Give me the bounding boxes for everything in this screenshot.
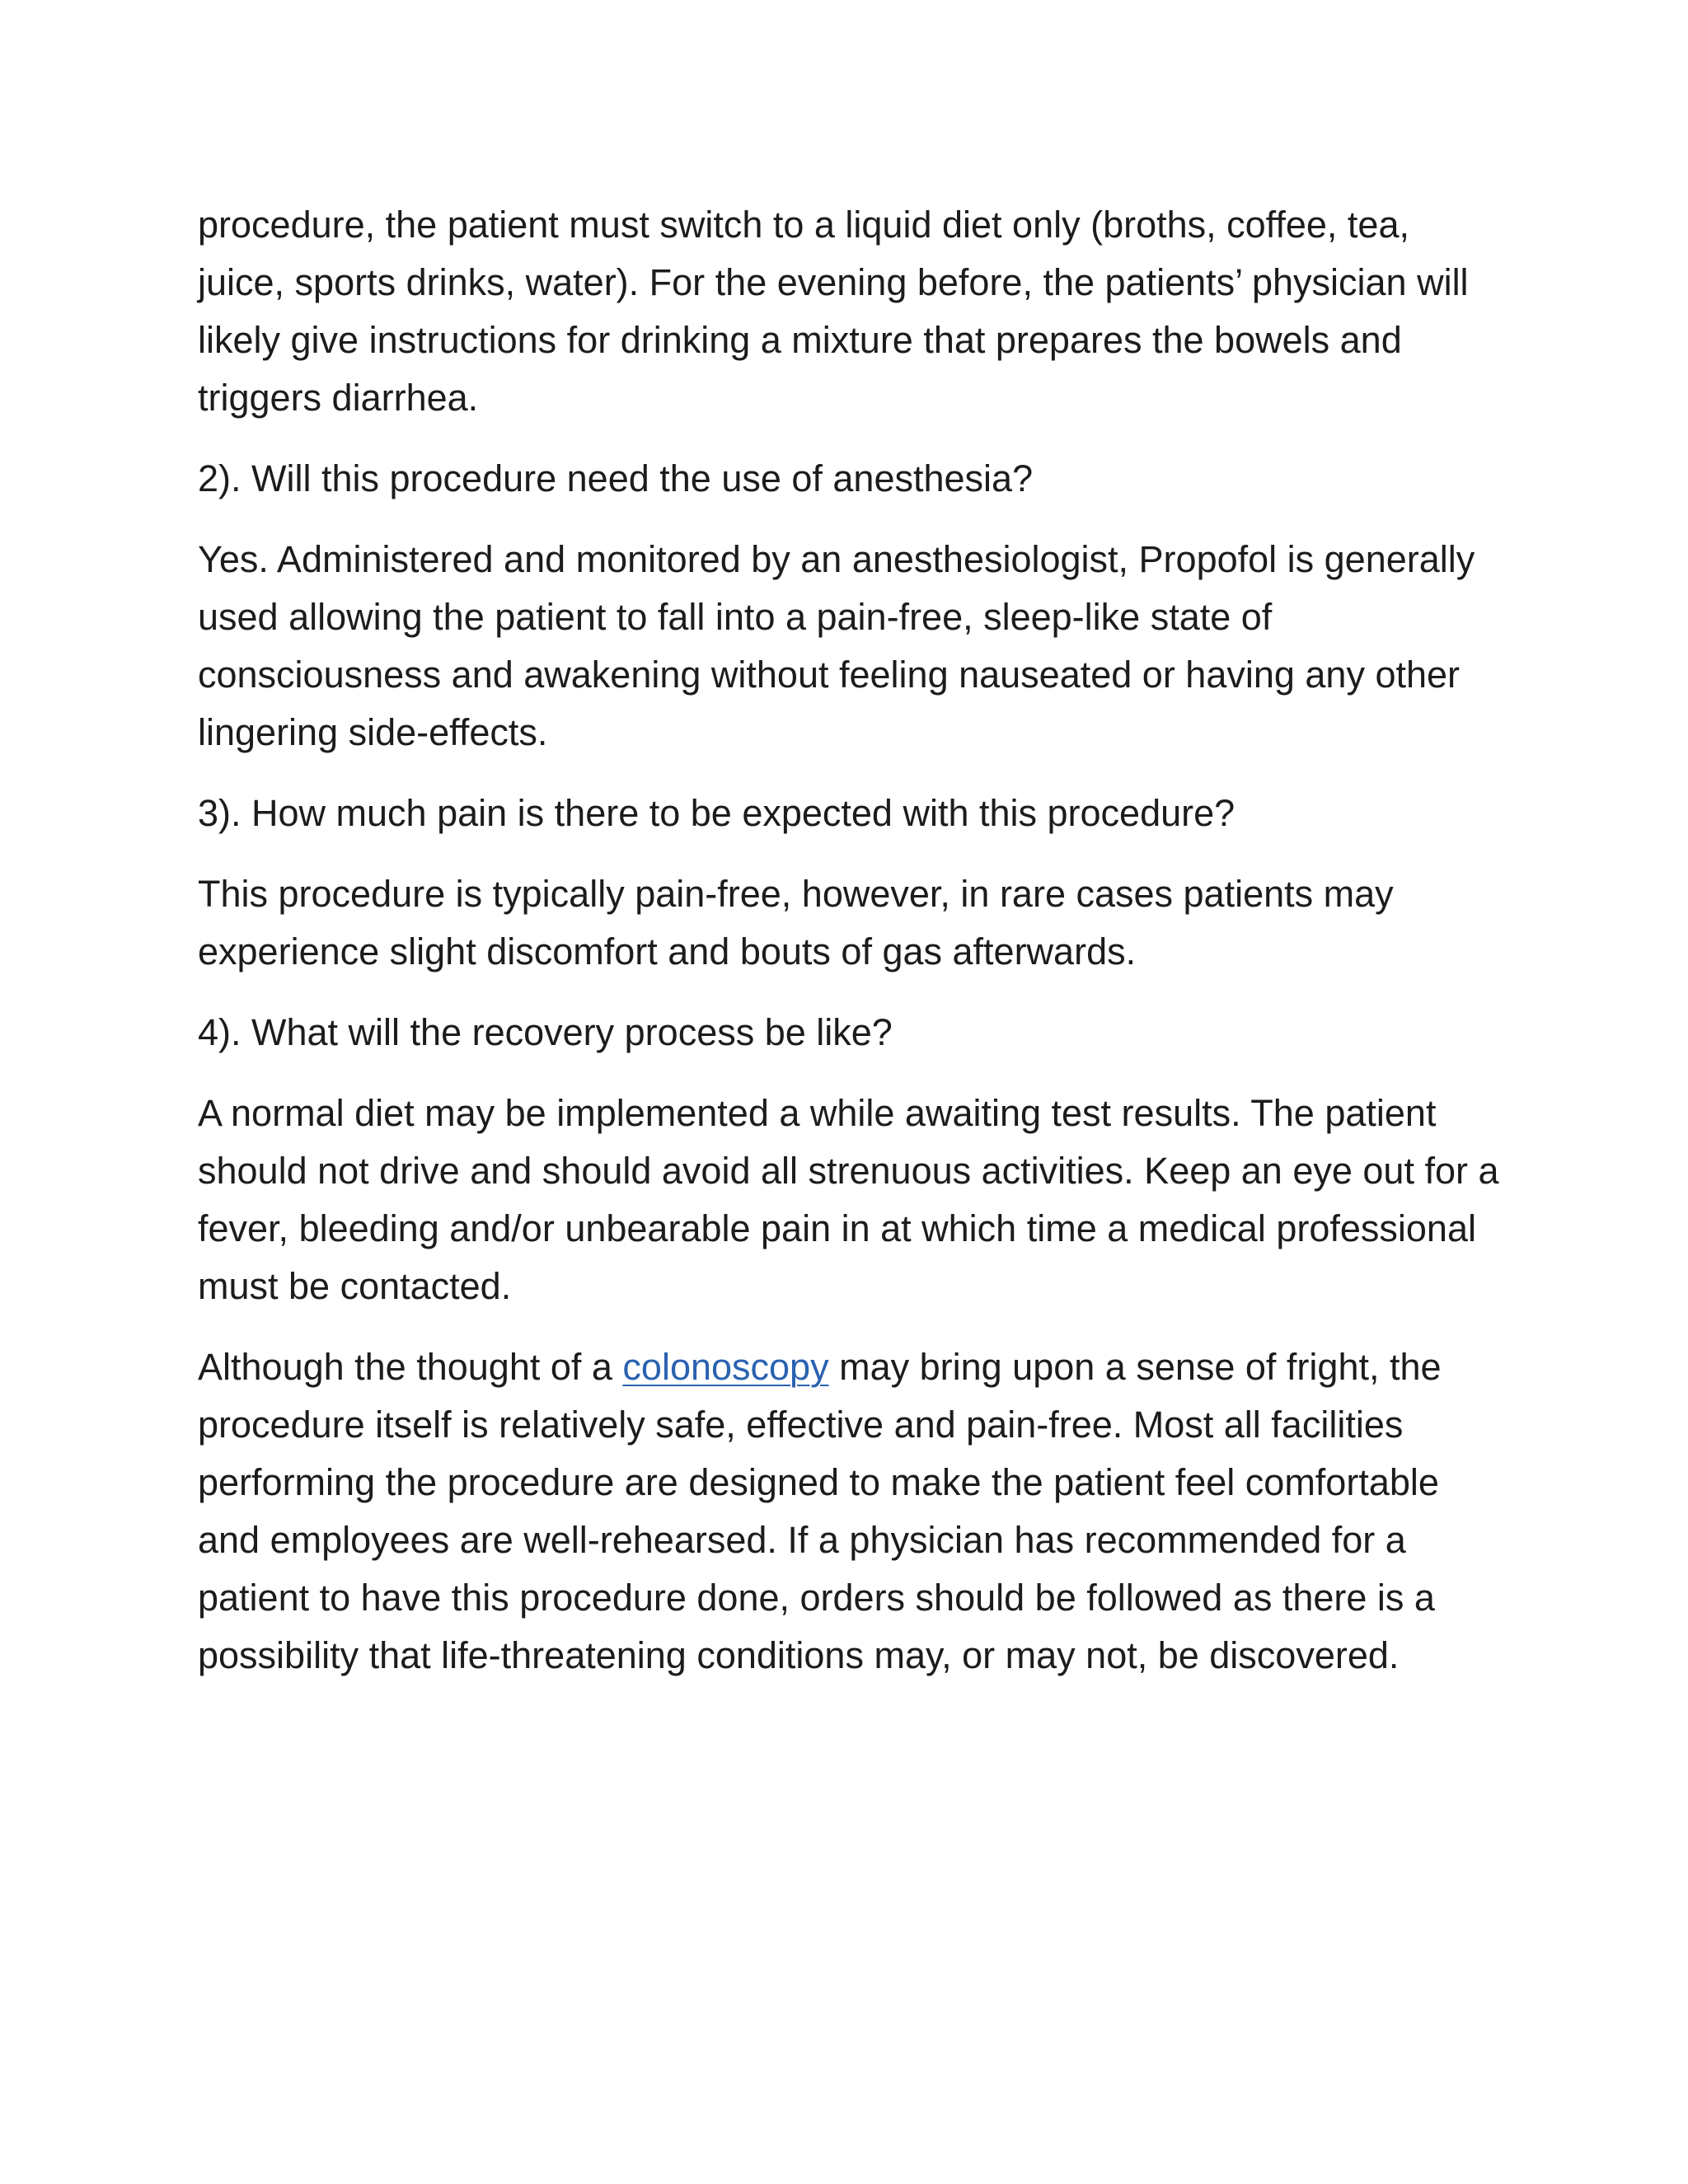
answer-4: A normal diet may be implemented a while awaiting test results. The patient should not drive and should avoid all strenuous activities. Keep an eye out for a fever, bleeding and/or unbearable pain in at which time a medical professional must be contacted. (198, 1092, 1499, 1307)
intro-continuation-paragraph: procedure, the patient must switch to a liquid diet only (broths, coffee, tea, juice, sports drinks, water). For the evening before, the patients’ physician will likely give instructions for drinking a mixture that prepares the bowels and triggers diarrhea. (198, 204, 1469, 419)
conclusion-paragraph (198, 1338, 1500, 1685)
conclusion-text-before-link: Although the thought of a (198, 1346, 623, 1388)
question-4: 4). What will the recovery process be like? (198, 1011, 893, 1053)
answer-2: Yes. Administered and monitored by an anesthesiologist, Propofol is generally used allowing the patient to fall into a pain-free, sleep-like state of consciousness and awakening without feeling nauseated or having any other lingering side-effects. (198, 538, 1475, 753)
question-3: 3). How much pain is there to be expected with this procedure? (198, 792, 1236, 834)
document-body (198, 196, 1500, 1708)
question-2: 2). Will this procedure need the use of anesthesia? (198, 457, 1034, 499)
answer-3: This procedure is typically pain-free, however, in rare cases patients may experience slight discomfort and bouts of gas afterwards. (198, 873, 1394, 972)
conclusion-text-after-link: may bring upon a sense of fright, the procedure itself is relatively safe, effective and pain-free. Most all facilities performing the procedure are designed to make the patient feel comfortable and employees are well-rehearsed. If a physician has recommended for a patient to have this procedure done, orders should be followed as there is a possibility that life-threatening conditions may, or may not, be discovered. (198, 1346, 1442, 1676)
colonoscopy-link[interactable]: colonoscopy (622, 1346, 829, 1388)
